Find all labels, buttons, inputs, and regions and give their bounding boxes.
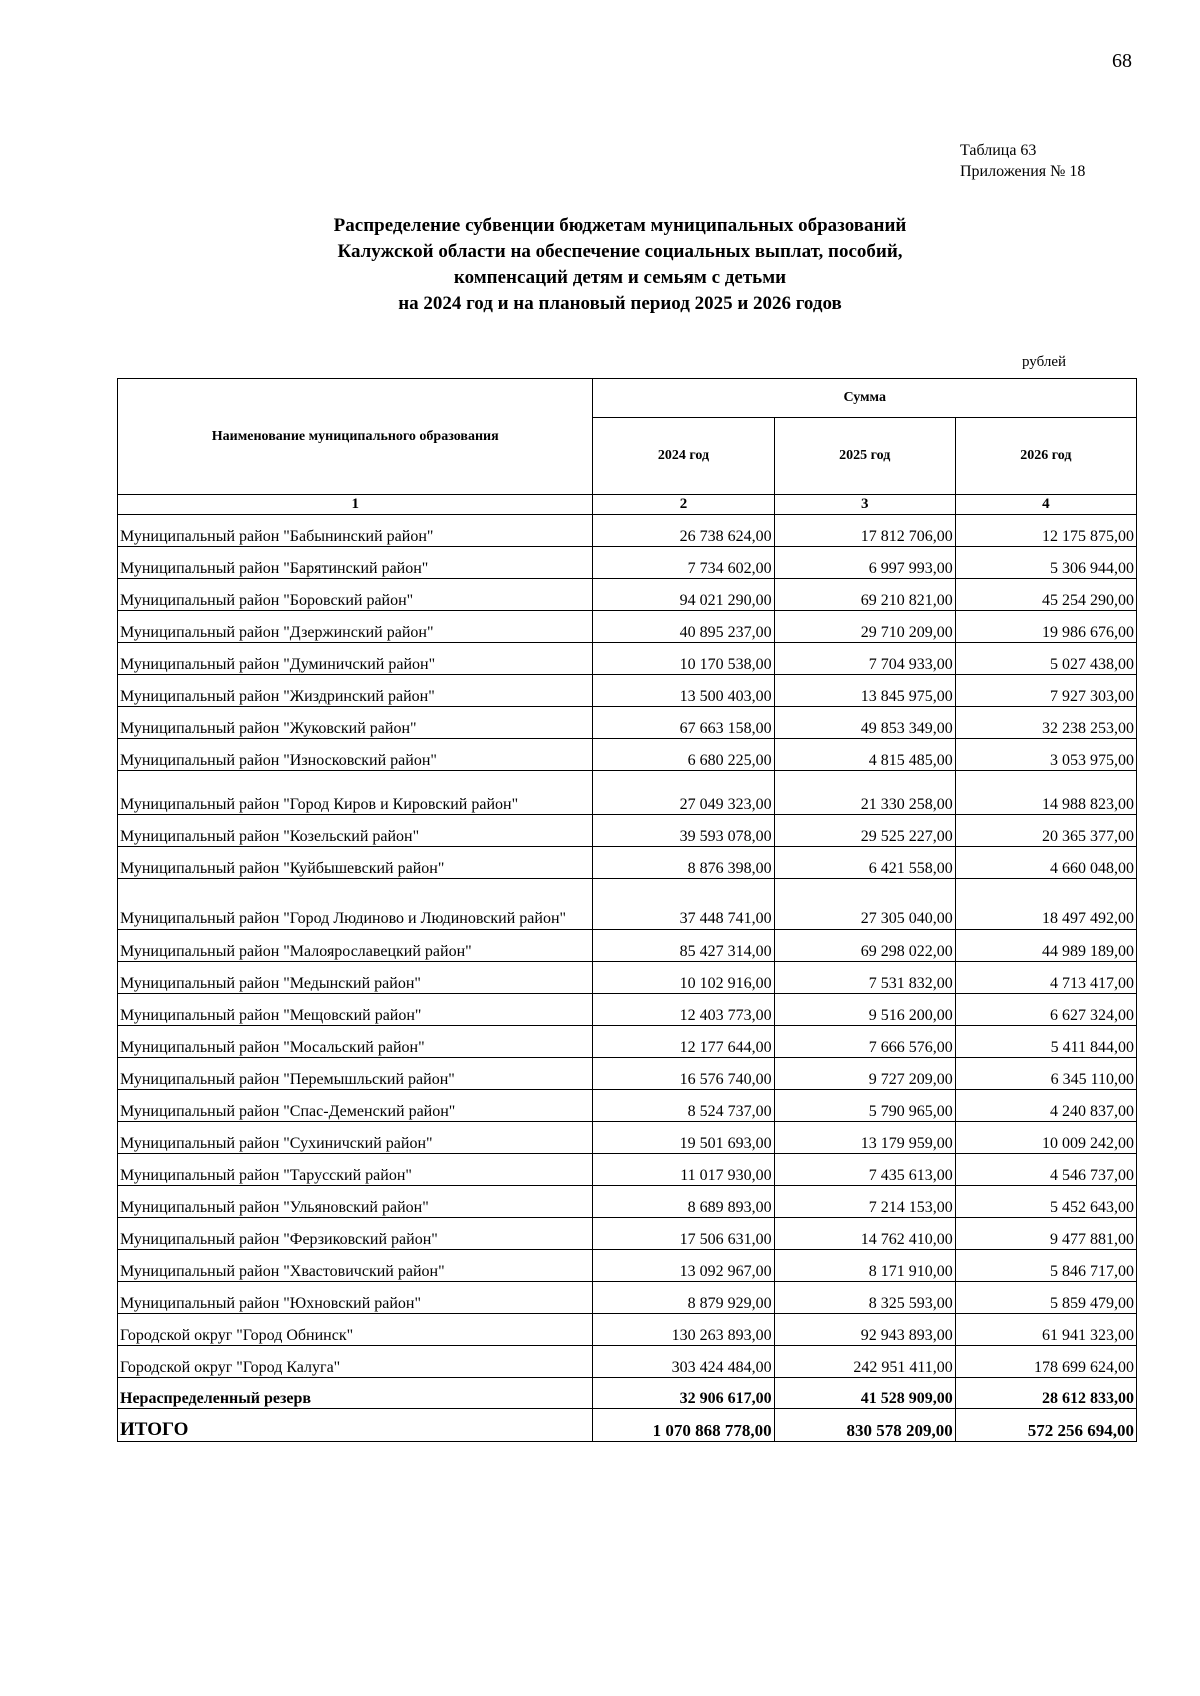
municipality-name: Муниципальный район "Малоярославецкий район"	[118, 930, 593, 962]
amount-2025: 9 516 200,00	[774, 994, 955, 1026]
table-row	[118, 707, 1137, 739]
page-number: 68	[1112, 50, 1132, 72]
amount-2026: 5 411 844,00	[955, 1026, 1136, 1058]
amount-2026: 5 452 643,00	[955, 1186, 1136, 1218]
currency-unit: рублей	[1022, 354, 1067, 370]
table-row	[118, 1346, 1137, 1378]
amount-2026: 7 927 303,00	[955, 675, 1136, 707]
amount-2024: 10 102 916,00	[593, 962, 774, 994]
amount-2026: 44 989 189,00	[955, 930, 1136, 962]
header-sum: Сумма	[593, 379, 1137, 418]
reserve-2024: 32 906 617,00	[593, 1378, 774, 1409]
amount-2026: 18 497 492,00	[955, 879, 1136, 930]
amount-2026: 32 238 253,00	[955, 707, 1136, 739]
amount-2025: 14 762 410,00	[774, 1218, 955, 1250]
table-row	[118, 547, 1137, 579]
total-2024: 1 070 868 778,00	[593, 1409, 774, 1442]
amount-2025: 6 421 558,00	[774, 847, 955, 879]
municipality-name: Муниципальный район "Думиничский район"	[118, 643, 593, 675]
amount-2024: 40 895 237,00	[593, 611, 774, 643]
amount-2026: 19 986 676,00	[955, 611, 1136, 643]
amount-2026: 10 009 242,00	[955, 1122, 1136, 1154]
header-municipality-name: Наименование муниципального образования	[118, 379, 593, 495]
table-body	[118, 515, 1137, 1378]
municipality-name: Муниципальный район "Медынский район"	[118, 962, 593, 994]
amount-2024: 6 680 225,00	[593, 739, 774, 771]
amount-2026: 61 941 323,00	[955, 1314, 1136, 1346]
municipality-name: Муниципальный район "Перемышльский район"	[118, 1058, 593, 1090]
amount-2026: 3 053 975,00	[955, 739, 1136, 771]
amount-2026: 4 546 737,00	[955, 1154, 1136, 1186]
amount-2025: 7 531 832,00	[774, 962, 955, 994]
amount-2026: 12 175 875,00	[955, 515, 1136, 547]
amount-2025: 9 727 209,00	[774, 1058, 955, 1090]
amount-2026: 45 254 290,00	[955, 579, 1136, 611]
amount-2026: 9 477 881,00	[955, 1218, 1136, 1250]
appendix-number: Приложения № 18	[960, 163, 1086, 180]
table-row	[118, 675, 1137, 707]
municipality-name: Муниципальный район "Мещовский район"	[118, 994, 593, 1026]
amount-2024: 8 689 893,00	[593, 1186, 774, 1218]
table-row	[118, 1282, 1137, 1314]
amount-2024: 94 021 290,00	[593, 579, 774, 611]
amount-2024: 17 506 631,00	[593, 1218, 774, 1250]
table-row	[118, 1218, 1137, 1250]
amount-2025: 69 210 821,00	[774, 579, 955, 611]
table-row	[118, 643, 1137, 675]
municipality-name: Муниципальный район "Ферзиковский район"	[118, 1218, 593, 1250]
amount-2025: 27 305 040,00	[774, 879, 955, 930]
total-row	[118, 1409, 1137, 1442]
municipality-name: Муниципальный район "Хвастовичский район"	[118, 1250, 593, 1282]
table-row	[118, 515, 1137, 547]
municipality-name: Муниципальный район "Бабынинский район"	[118, 515, 593, 547]
municipality-name: Муниципальный район "Барятинский район"	[118, 547, 593, 579]
amount-2025: 69 298 022,00	[774, 930, 955, 962]
municipality-name: Муниципальный район "Дзержинский район"	[118, 611, 593, 643]
municipality-name: Муниципальный район "Сухиничский район"	[118, 1122, 593, 1154]
amount-2026: 178 699 624,00	[955, 1346, 1136, 1378]
municipality-name: Муниципальный район "Козельский район"	[118, 815, 593, 847]
reserve-name: Нераспределенный резерв	[118, 1378, 593, 1409]
municipality-name: Муниципальный район "Износковский район"	[118, 739, 593, 771]
amount-2025: 5 790 965,00	[774, 1090, 955, 1122]
amount-2024: 37 448 741,00	[593, 879, 774, 930]
table-row	[118, 1058, 1137, 1090]
municipality-name: Муниципальный район "Ульяновский район"	[118, 1186, 593, 1218]
column-index: 2	[593, 495, 774, 515]
municipality-name: Муниципальный район "Жиздринский район"	[118, 675, 593, 707]
reserve-2026: 28 612 833,00	[955, 1378, 1136, 1409]
table-row	[118, 1122, 1137, 1154]
amount-2025: 17 812 706,00	[774, 515, 955, 547]
subvention-table	[117, 378, 1137, 1442]
table-row	[118, 1154, 1137, 1186]
title-line-2: Калужской области на обеспечение социальных выплат, пособий,	[337, 241, 903, 262]
amount-2024: 11 017 930,00	[593, 1154, 774, 1186]
amount-2025: 242 951 411,00	[774, 1346, 955, 1378]
table-row	[118, 962, 1137, 994]
total-name: ИТОГО	[118, 1409, 593, 1442]
amount-2024: 130 263 893,00	[593, 1314, 774, 1346]
amount-2024: 13 092 967,00	[593, 1250, 774, 1282]
table-reference	[960, 140, 1085, 182]
total-2026: 572 256 694,00	[955, 1409, 1136, 1442]
amount-2026: 4 240 837,00	[955, 1090, 1136, 1122]
amount-2026: 14 988 823,00	[955, 771, 1136, 815]
amount-2024: 12 177 644,00	[593, 1026, 774, 1058]
amount-2024: 8 876 398,00	[593, 847, 774, 879]
table-row	[118, 815, 1137, 847]
table-row	[118, 879, 1137, 930]
table-row	[118, 579, 1137, 611]
amount-2024: 13 500 403,00	[593, 675, 774, 707]
table-row	[118, 739, 1137, 771]
table-row	[118, 847, 1137, 879]
header-year-2025: 2025 год	[774, 418, 955, 495]
amount-2025: 7 435 613,00	[774, 1154, 955, 1186]
amount-2026: 4 660 048,00	[955, 847, 1136, 879]
amount-2024: 85 427 314,00	[593, 930, 774, 962]
amount-2025: 7 704 933,00	[774, 643, 955, 675]
municipality-name: Муниципальный район "Город Киров и Кировский район"	[118, 771, 593, 815]
amount-2025: 8 171 910,00	[774, 1250, 955, 1282]
document-title	[180, 213, 1060, 317]
amount-2024: 67 663 158,00	[593, 707, 774, 739]
column-index: 4	[955, 495, 1136, 515]
amount-2024: 8 879 929,00	[593, 1282, 774, 1314]
table-row	[118, 1186, 1137, 1218]
amount-2025: 29 710 209,00	[774, 611, 955, 643]
amount-2025: 8 325 593,00	[774, 1282, 955, 1314]
amount-2024: 19 501 693,00	[593, 1122, 774, 1154]
amount-2026: 4 713 417,00	[955, 962, 1136, 994]
total-2025: 830 578 209,00	[774, 1409, 955, 1442]
municipality-name: Городской округ "Город Калуга"	[118, 1346, 593, 1378]
title-line-3: компенсаций детям и семьям с детьми	[453, 267, 787, 288]
amount-2025: 13 179 959,00	[774, 1122, 955, 1154]
amount-2025: 4 815 485,00	[774, 739, 955, 771]
municipality-name: Муниципальный район "Тарусский район"	[118, 1154, 593, 1186]
title-line-1: Распределение субвенции бюджетам муниципальных образований	[333, 215, 907, 236]
amount-2024: 303 424 484,00	[593, 1346, 774, 1378]
table-row	[118, 1026, 1137, 1058]
reserve-row	[118, 1378, 1137, 1409]
amount-2025: 29 525 227,00	[774, 815, 955, 847]
amount-2025: 49 853 349,00	[774, 707, 955, 739]
amount-2024: 16 576 740,00	[593, 1058, 774, 1090]
amount-2025: 13 845 975,00	[774, 675, 955, 707]
municipality-name: Муниципальный район "Юхновский район"	[118, 1282, 593, 1314]
municipality-name: Муниципальный район "Спас-Деменский район"	[118, 1090, 593, 1122]
municipality-name: Городской округ "Город Обнинск"	[118, 1314, 593, 1346]
table-number: Таблица 63	[960, 142, 1037, 159]
table-row	[118, 1090, 1137, 1122]
reserve-2025: 41 528 909,00	[774, 1378, 955, 1409]
amount-2024: 27 049 323,00	[593, 771, 774, 815]
amount-2026: 5 846 717,00	[955, 1250, 1136, 1282]
table-row	[118, 1314, 1137, 1346]
municipality-name: Муниципальный район "Мосальский район"	[118, 1026, 593, 1058]
amount-2024: 8 524 737,00	[593, 1090, 774, 1122]
table-row	[118, 611, 1137, 643]
municipality-name: Муниципальный район "Боровский район"	[118, 579, 593, 611]
amount-2024: 7 734 602,00	[593, 547, 774, 579]
amount-2024: 10 170 538,00	[593, 643, 774, 675]
table-row	[118, 1250, 1137, 1282]
amount-2025: 21 330 258,00	[774, 771, 955, 815]
amount-2024: 39 593 078,00	[593, 815, 774, 847]
municipality-name: Муниципальный район "Жуковский район"	[118, 707, 593, 739]
amount-2025: 7 666 576,00	[774, 1026, 955, 1058]
amount-2025: 7 214 153,00	[774, 1186, 955, 1218]
amount-2026: 6 345 110,00	[955, 1058, 1136, 1090]
amount-2025: 6 997 993,00	[774, 547, 955, 579]
amount-2026: 5 027 438,00	[955, 643, 1136, 675]
header-year-2026: 2026 год	[955, 418, 1136, 495]
amount-2025: 92 943 893,00	[774, 1314, 955, 1346]
amount-2024: 26 738 624,00	[593, 515, 774, 547]
amount-2024: 12 403 773,00	[593, 994, 774, 1026]
amount-2026: 5 306 944,00	[955, 547, 1136, 579]
column-index: 3	[774, 495, 955, 515]
municipality-name: Муниципальный район "Город Людиново и Людиновский район"	[118, 879, 593, 930]
table-row	[118, 930, 1137, 962]
municipality-name: Муниципальный район "Куйбышевский район"	[118, 847, 593, 879]
table-row	[118, 994, 1137, 1026]
amount-2026: 6 627 324,00	[955, 994, 1136, 1026]
table-row	[118, 771, 1137, 815]
title-line-4: на 2024 год и на плановый период 2025 и 2026 годов	[398, 293, 842, 314]
column-index: 1	[118, 495, 593, 515]
amount-2026: 5 859 479,00	[955, 1282, 1136, 1314]
header-year-2024: 2024 год	[593, 418, 774, 495]
amount-2026: 20 365 377,00	[955, 815, 1136, 847]
